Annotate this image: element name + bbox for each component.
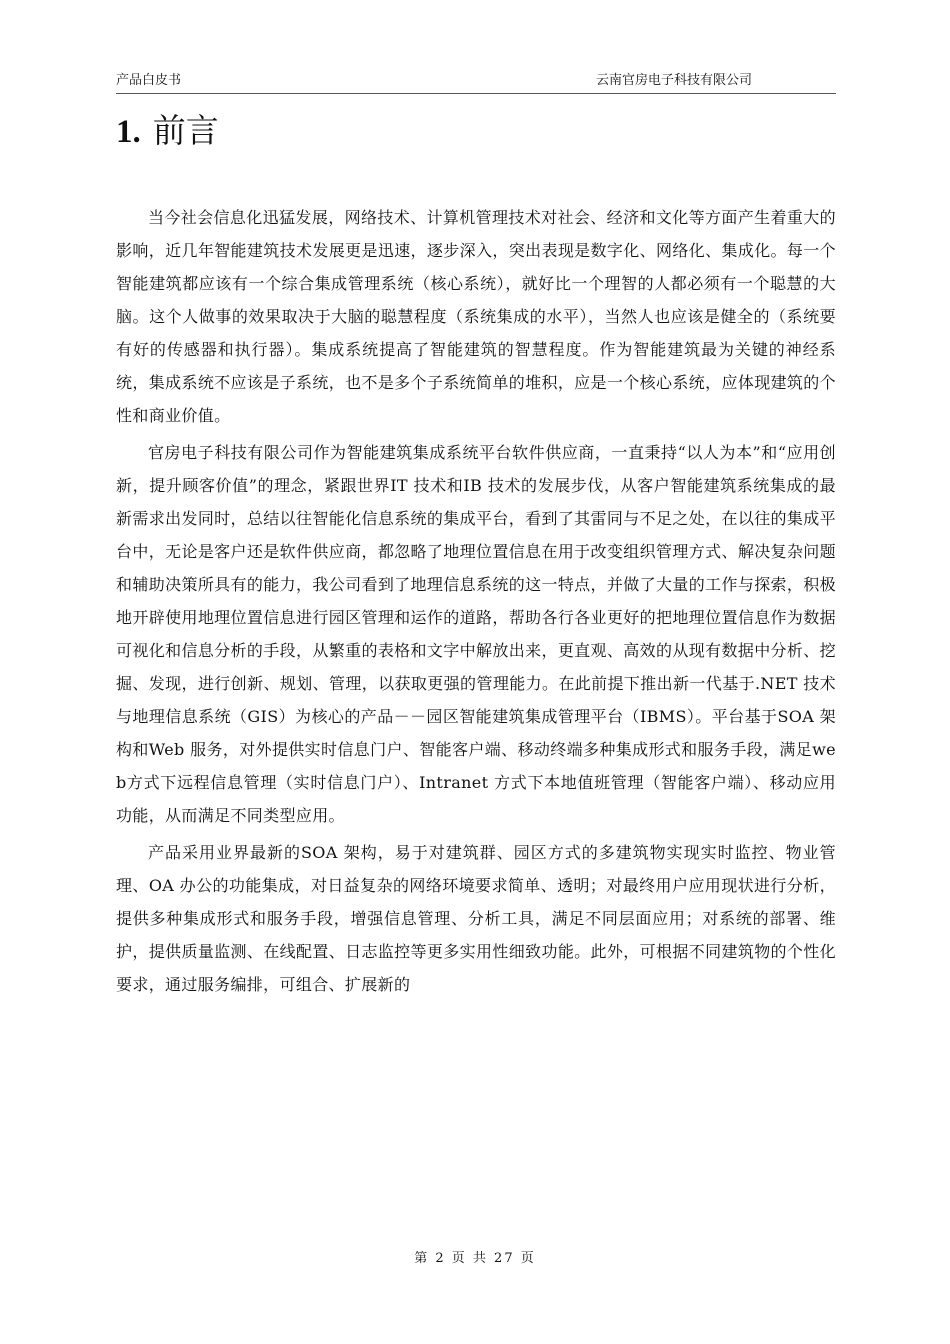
body-text — [116, 201, 836, 1005]
document-type-label: 产品白皮书 — [116, 73, 182, 88]
company-name: 云南官房电子科技有限公司 — [595, 73, 752, 88]
page-number-footer: 第 2 页 共 27 页 — [414, 1251, 536, 1266]
section-number: 1. — [116, 114, 141, 150]
header-divider — [116, 93, 836, 94]
paragraph-company: 官房电子科技有限公司作为智能建筑集成系统平台软件供应商，一直秉持“以人为本”和“应用创新，提升顾客价值”的理念，紧跟世界IT 技术和IB 技术的发展步伐，从客户智能建筑系统集成的最新需求出发同时，总结以往智能化信息系统的集成平台，看到了其雷同与不足之处，在以往的集成平台中，无论是客户还是软件供应商，都忽略了地理位置信息在用于改变组织管理方式、解决复杂问题和辅助决策所具有的能力，我公司看到了地理信息系统的这一特点，并做了大量的工作与探索，积极地开辟使用地理位置信息进行园区管理和运作的道路，帮助各行各业更好的把地理位置信息作为数据可视化和信息分析的手段，从繁重的表格和文字中解放出来，更直观、高效的从现有数据中分析、挖掘、发现，进行创新、规划、管理，以获取更强的管理能力。在此前提下推出新一代基于.NET 技术与地理信息系统（GIS）为核心的产品－－园区智能建筑集成管理平台（IBMS）。平台基于SOA 架构和Web 服务，对外提供实时信息门户、智能客户端、移动终端多种集成形式和服务手段，满足web方式下远程信息管理（实时信息门户）、Intranet 方式下本地值班管理（智能客户端）、移动应用功能，从而满足不同类型应用。 — [116, 443, 836, 825]
paragraph-product: 产品采用业界最新的SOA 架构，易于对建筑群、园区方式的多建筑物实现实时监控、物业管理、OA 办公的功能集成，对日益复杂的网络环境要求简单、透明；对最终用户应用现状进行分析，提供多种集成形式和服务手段，增强信息管理、分析工具，满足不同层面应用；对系统的部署、维护，提供质量监测、在线配置、日志监控等更多实用性细致功能。此外，可根据不同建筑物的个性化要求，通过服务编排，可组合、扩展新的 — [116, 843, 836, 994]
paragraph-intro: 当今社会信息化迅猛发展，网络技术、计算机管理技术对社会、经济和文化等方面产生着重大的影响，近几年智能建筑技术发展更是迅速，逐步深入，突出表现是数字化、网络化、集成化。每一个智能建筑都应该有一个综合集成管理系统（核心系统），就好比一个理智的人都必须有一个聪慧的大脑。这个人做事的效果取决于大脑的聪慧程度（系统集成的水平），当然人也应该是健全的（系统要有好的传感器和执行器）。集成系统提高了智能建筑的智慧程度。作为智能建筑最为关键的神经系统，集成系统不应该是子系统，也不是多个子系统简单的堆积，应是一个核心系统，应体现建筑的个性和商业价值。 — [116, 208, 836, 425]
section-heading — [116, 106, 219, 156]
section-title: 前言 — [152, 111, 219, 150]
page-header — [116, 72, 752, 90]
